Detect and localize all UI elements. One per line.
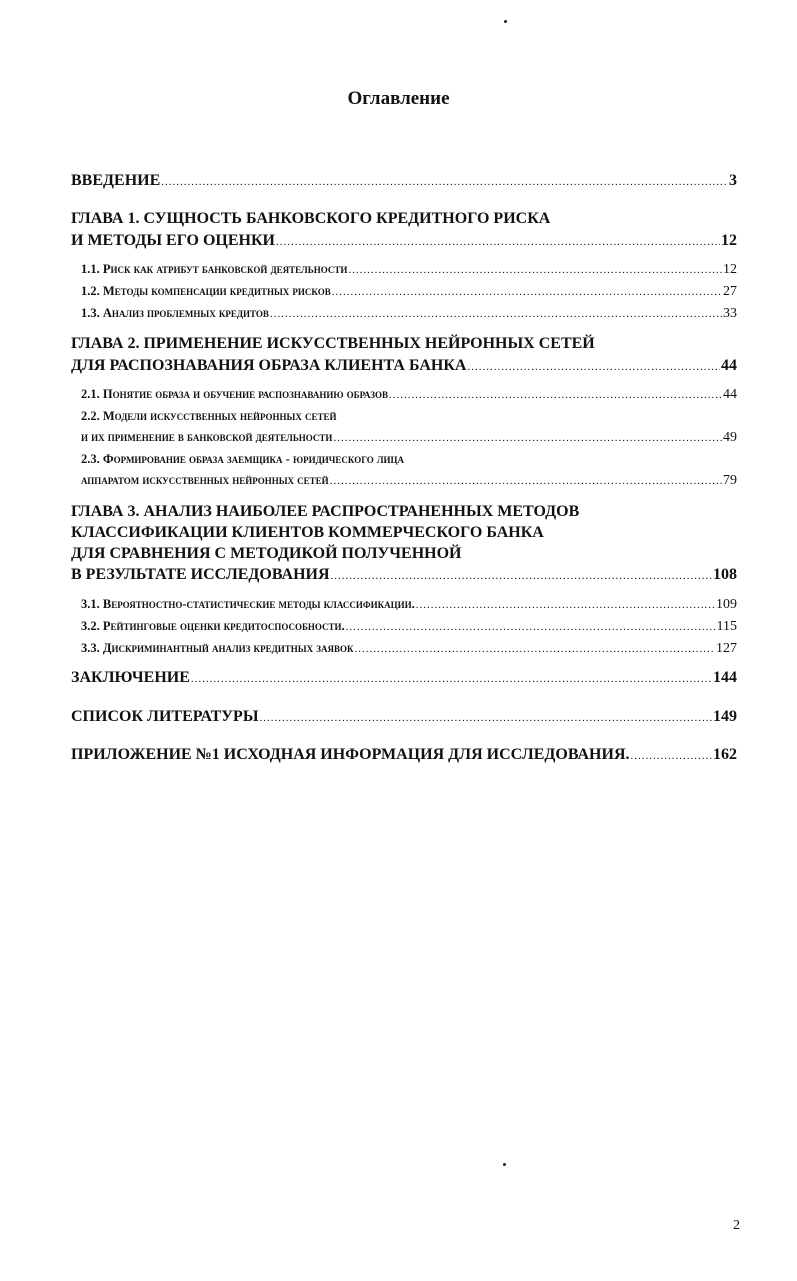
toc-page-number: 12 (721, 232, 737, 249)
leader-dots (389, 389, 722, 401)
leader-dots (260, 712, 712, 724)
toc-entry-1-3[interactable] (81, 306, 737, 322)
toc-entry-label: 3.1. Вероятностно-статистические методы классификации. (81, 597, 415, 611)
toc-entry-2-2[interactable] (81, 430, 737, 446)
toc-entry-conclusion[interactable] (71, 669, 737, 687)
toc-page-number: 27 (723, 284, 737, 299)
toc-entry-label: ВВЕДЕНИЕ (71, 172, 161, 189)
section-2-2-title-line-1: 2.2. Модели искусственных нейронных сетей (81, 409, 337, 423)
page-number: 2 (733, 1218, 740, 1233)
toc-entry-label: ПРИЛОЖЕНИЕ №1 ИСХОДНАЯ ИНФОРМАЦИЯ ДЛЯ ИССЛЕДОВАНИЯ. (71, 746, 630, 763)
toc-entry-label: 1.1. Риск как атрибут банковской деятельности (81, 262, 348, 276)
chapter-3-title-line-1: ГЛАВА 3. АНАЛИЗ НАИБОЛЕЕ РАСПРОСТРАНЕННЫХ МЕТОДОВ (71, 503, 580, 520)
leader-dots (270, 308, 722, 320)
leader-dots (631, 750, 713, 762)
chapter-3-title-line-3: ДЛЯ СРАВНЕНИЯ С МЕТОДИКОЙ ПОЛУЧЕННОЙ (71, 545, 462, 562)
toc-entry-3-1[interactable] (81, 597, 737, 613)
toc-page-number: 44 (723, 387, 737, 402)
toc-entry-chapter-2[interactable] (71, 357, 737, 375)
toc-entry-label: ЗАКЛЮЧЕНИЕ (71, 669, 190, 686)
toc-page-number: 162 (713, 746, 737, 763)
toc-entry-label: ДЛЯ РАСПОЗНАВАНИЯ ОБРАЗА КЛИЕНТА БАНКА (71, 357, 467, 374)
toc-entry-3-3[interactable] (81, 641, 737, 657)
toc-entry-1-2[interactable] (81, 284, 737, 300)
leader-dots (355, 643, 715, 655)
toc-entry-literature[interactable] (71, 708, 737, 726)
toc-entry-2-1[interactable] (81, 387, 737, 403)
toc-entry-appendix[interactable] (71, 746, 737, 764)
toc-entry-3-2[interactable] (81, 619, 737, 635)
leader-dots (467, 361, 720, 373)
toc-page-number: 33 (723, 306, 737, 321)
toc-entry-label: 1.3. Анализ проблемных кредитов (81, 306, 269, 320)
toc-page-number: 144 (713, 669, 737, 686)
toc-entry-2-3[interactable] (81, 473, 737, 489)
leader-dots (331, 570, 712, 582)
toc-entry-label: СПИСОК ЛИТЕРАТУРЫ (71, 708, 259, 725)
toc-entry-label: 3.3. Дискриминантный анализ кредитных заявок (81, 641, 354, 655)
toc-page-number: 127 (716, 641, 737, 656)
toc-page-number: 44 (721, 357, 737, 374)
scan-speck-bottom (503, 1163, 506, 1166)
toc-entry-chapter-3[interactable] (71, 566, 737, 584)
leader-dots (332, 286, 722, 298)
chapter-3-title-line-2: КЛАССИФИКАЦИИ КЛИЕНТОВ КОММЕРЧЕСКОГО БАНКА (71, 524, 544, 541)
toc-entry-label: и их применение в банковской деятельности (81, 430, 333, 444)
toc-page-number: 115 (716, 619, 737, 634)
toc-entry-label: В РЕЗУЛЬТАТЕ ИССЛЕДОВАНИЯ (71, 566, 330, 583)
toc-entry-label: И МЕТОДЫ ЕГО ОЦЕНКИ (71, 232, 275, 249)
toc-entry-label: 2.1. Понятие образа и обучение распознаванию образов (81, 387, 388, 401)
table-of-contents (71, 0, 737, 1281)
toc-page-number: 109 (716, 597, 737, 612)
chapter-2-title-line-1: ГЛАВА 2. ПРИМЕНЕНИЕ ИСКУССТВЕННЫХ НЕЙРОННЫХ СЕТЕЙ (71, 335, 595, 352)
section-2-3-title-line-1: 2.3. Формирование образа заемщика - юридического лица (81, 452, 405, 466)
toc-entry-1-1[interactable] (81, 262, 737, 278)
leader-dots (276, 236, 720, 248)
toc-entry-intro[interactable] (71, 172, 737, 190)
leader-dots (161, 176, 728, 188)
toc-entry-label: 3.2. Рейтинговые оценки кредитоспособности. (81, 619, 345, 633)
chapter-1-title-line-1: ГЛАВА 1. СУЩНОСТЬ БАНКОВСКОГО КРЕДИТНОГО РИСКА (71, 210, 551, 227)
toc-page-number: 49 (723, 430, 737, 445)
toc-entry-label: 1.2. Методы компенсации кредитных рисков (81, 284, 331, 298)
leader-dots (348, 264, 722, 276)
leader-dots (333, 432, 722, 444)
toc-entry-label: аппаратом искусственных нейронных сетей (81, 473, 329, 487)
toc-page-number: 108 (713, 566, 737, 583)
toc-page-number: 79 (723, 473, 737, 488)
leader-dots (346, 621, 716, 633)
toc-page-number: 12 (723, 262, 737, 277)
leader-dots (330, 475, 722, 487)
leader-dots (191, 673, 712, 685)
toc-title: Оглавление (347, 88, 450, 109)
leader-dots (416, 599, 715, 611)
toc-page-number: 149 (713, 708, 737, 725)
toc-entry-chapter-1[interactable] (71, 232, 737, 250)
toc-page-number: 3 (729, 172, 737, 189)
